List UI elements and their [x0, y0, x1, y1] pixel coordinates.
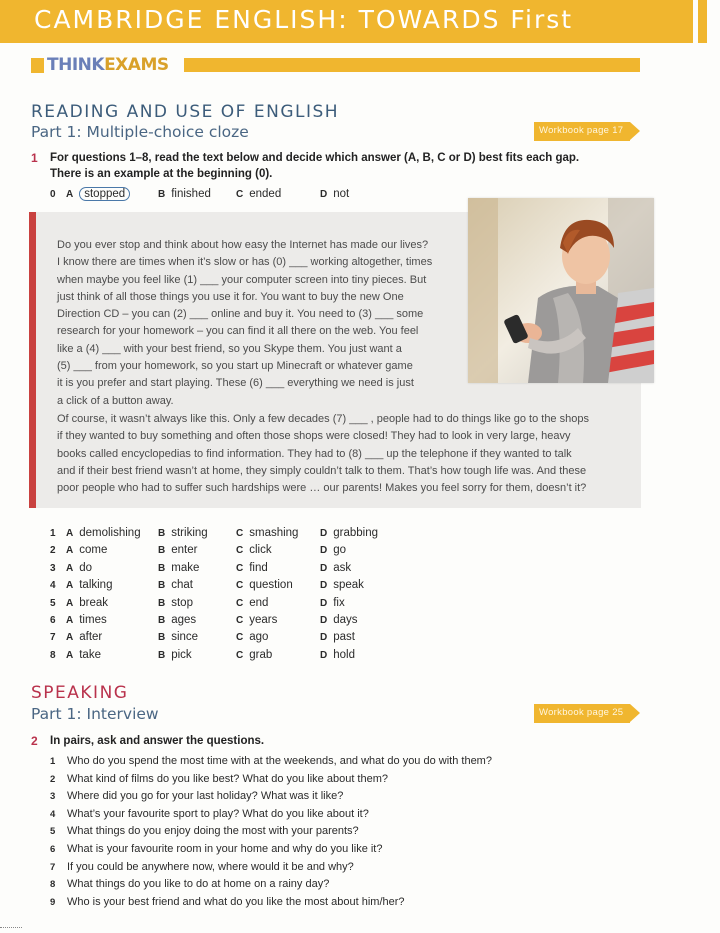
think-exams-label: [47, 55, 169, 75]
think-exams-block: [31, 58, 44, 73]
reading-text-accent-bar: [29, 212, 36, 508]
text-line: a click of a button away.: [57, 394, 174, 407]
example-option-a: A stopped: [66, 188, 130, 200]
text-line: Do you ever stop and think about how easy the Internet has made our lives?: [57, 239, 429, 251]
workbook-tag-label: Workbook page 17: [539, 125, 624, 136]
question-number-1: 1: [31, 151, 38, 165]
speaking-section-title: SPEAKING: [31, 683, 129, 703]
text-line: research for your homework – you can find it all there on the web. You feel: [57, 325, 419, 338]
text-line: if they wanted to buy something and often those shops were closed! They had to look in very large, heavy: [57, 430, 571, 443]
header-tab: [698, 0, 707, 43]
text-line: when maybe you feel like (1) ___ your computer screen into tiny pieces. But: [57, 273, 427, 286]
text-line: just think of all those things you use it for. You want to buy the new One: [57, 290, 404, 303]
think-word: THINK: [47, 55, 105, 75]
speaking-part-title: Part 1: Interview: [31, 705, 159, 723]
textbook-page: CAMBRIDGE ENGLISH: TOWARDS First THINKEXAMS READING AND USE OF ENGLISH Part 1: Multiple-choice cloze Workbook page 17 1 For questions 1–8, read the text below and decide which answer (A, B, C or D) best fits each gap. There is an example at the beginning (0). 0 A stopped B finished C ended D not Do you ever stop and think about how easy the Internet has made our lives? I know there are times when it’s slow or has (0) ___ working altogether, times when maybe you feel like (1) ___ your computer screen into tiny pieces. But just think of all those things you use it for. You want to buy the new One Direction CD – you can (2) ___ online and buy it. You need to (3) ___ some research for your homework – you can find it all there on the web. You feel like a (4) ___ with your best friend, so you Skype them. You just want a (5) ___ from your homework, so you start up Minecraft or whatever game it is you prefer and start playing. These (6) ___ everything we need is just a click of a button away. Of course, it wasn’t always like this. Only a few decades (7) ___ , people had to do things like go to the shops if they wanted to buy something and often those shops were closed! They had to look in very large, heavy books called encyclopedias to find information. They had to (8) ___ up the telephone if they wanted to talk and if their best friend wasn’t at home, they simply couldn’t talk to them. That’s how tough life was. And these poor people who had to suffer such hardships were … our parents! Makes you feel sorry for them, doesn’t it? 1 A demolishing B striking C smashing D grabbing 2 A come B enter C click D go 3 A do B make C find D ask 4 A talking B chat C question D speak 5 A break B stop C end D fix 6 A times B ages C years D days 7 A after B since C ago D past 8 A take B pick C grab D hold SPEAKING Part 1: Interview Workbook page 25 2 In pairs, ask and answer the questions. 1 Who do you spend the most time with at the weekends, and what do you do with them? 2 What kind of films do you like best? What do you like about them? 3 Where did you go for your last holiday? What was it like? 4 What’s your favourite sport to play? What do you like about it? 5 What things do you enjoy doing the most with your parents? 6 What is your favourite room in your home and why do you like it? 7 If you could be anywhere now, where would it be and why? 8 What things do you like to do at home on a rainy day? 9 Who is your best friend and what do you like the most about him/her?: [0, 0, 720, 933]
think-exams-bar: [184, 58, 640, 72]
speaking-instruction: In pairs, ask and answer the questions.: [50, 735, 265, 747]
example-option-d: D not: [320, 188, 350, 200]
example-number: 0: [50, 189, 56, 200]
reading-paragraph-2: [57, 411, 627, 497]
reading-part-title: Part 1: Multiple-choice cloze: [31, 123, 249, 141]
text-line: I know there are times when it’s slow or has (0) ___ working altogether, times: [57, 256, 433, 269]
text-line: Of course, it wasn’t always like this. Only a few decades (7) ___ , people had to do things like go to the shops: [57, 413, 589, 425]
text-line: poor people who had to suffer such hardships were … our parents! Makes you feel sorry for them, doesn’t it?: [57, 482, 587, 495]
example-option-c: C ended: [236, 188, 282, 200]
question-number-2: 2: [31, 734, 38, 748]
text-line: Direction CD – you can (2) ___ online and buy it. You need to (3) ___ some: [57, 308, 424, 321]
exams-word: EXAMS: [104, 55, 169, 75]
reading-paragraph-1: [57, 237, 457, 410]
book-title: CAMBRIDGE ENGLISH: TOWARDS First: [34, 5, 574, 34]
workbook-tag-speaking[interactable]: [534, 704, 640, 723]
text-line: it is you prefer and start playing. These (6) ___ everything we need is just: [57, 377, 414, 390]
text-line: like a (4) ___ with your best friend, so you Skype them. You just want a: [57, 342, 402, 355]
page-edge-dots: [0, 927, 22, 928]
boy-with-phone-photo: [468, 198, 654, 383]
reading-section-title: READING AND USE OF ENGLISH: [31, 102, 340, 122]
reading-instruction-line-2: There is an example at the beginning (0).: [50, 168, 273, 180]
example-answer-circled: stopped: [79, 187, 130, 201]
text-line: and if their best friend wasn’t at home, they simply couldn’t talk to them. That’s how tough life was. And these: [57, 464, 587, 477]
text-line: books called encyclopedias to find information. They had to (8) ___ up the telephone if they wanted to talk: [57, 447, 572, 460]
workbook-tag-label: Workbook page 25: [539, 707, 624, 718]
workbook-tag-reading[interactable]: [534, 122, 640, 141]
example-option-b: B finished: [158, 188, 211, 200]
text-line: (5) ___ from your homework, so you start up Minecraft or whatever game: [57, 360, 413, 373]
reading-instruction-line-1: For questions 1–8, read the text below and decide which answer (A, B, C or D) best fits each gap.: [50, 152, 580, 164]
